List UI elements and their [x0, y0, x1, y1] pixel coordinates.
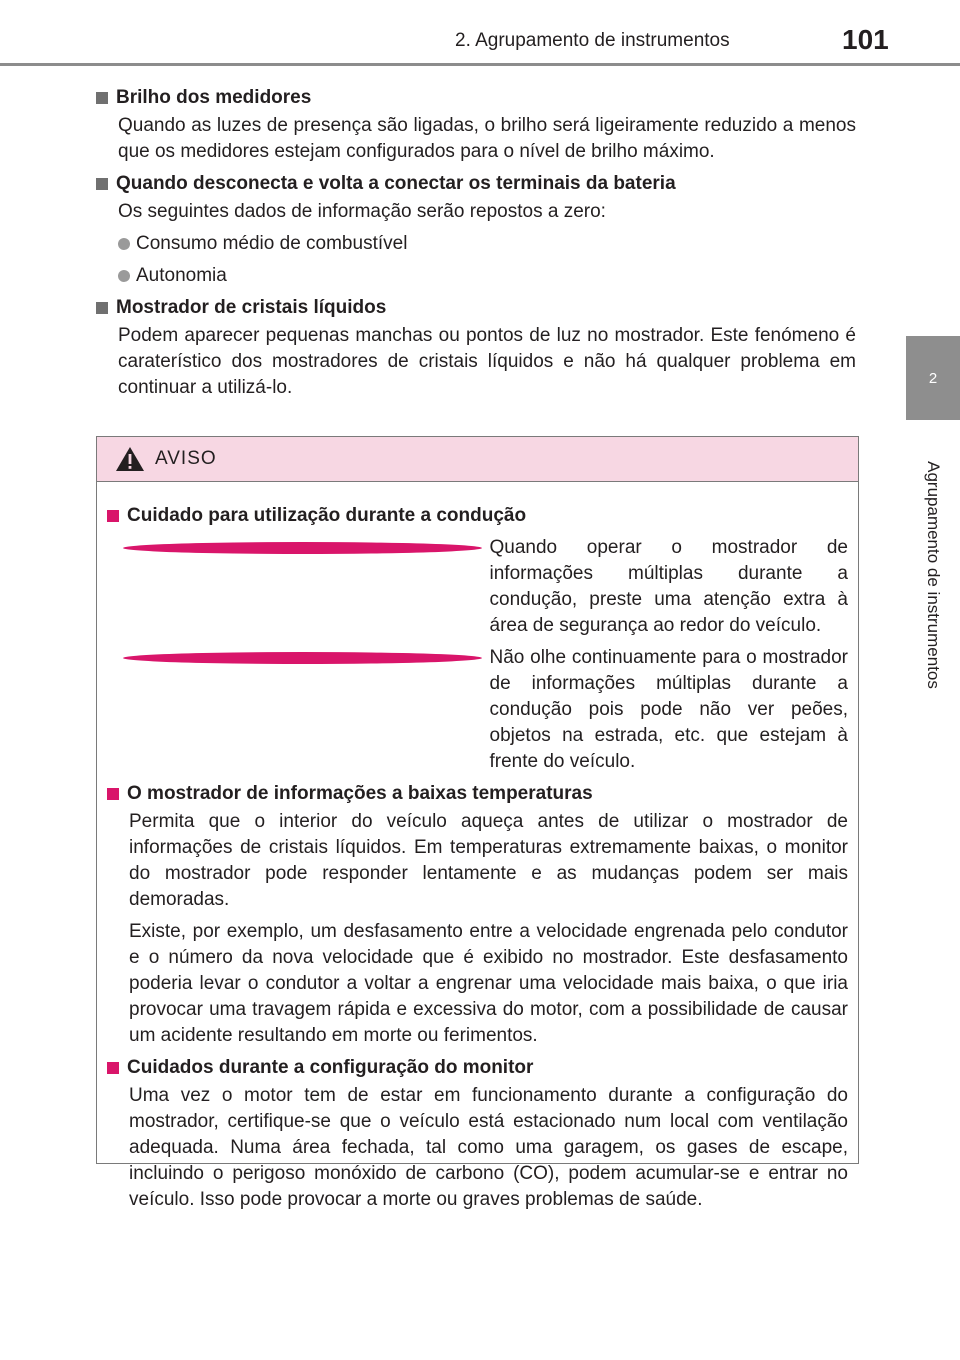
list-item-text: Consumo médio de combustível	[136, 233, 408, 254]
paragraph: Podem aparecer pequenas manchas ou pontos de luz no mostrador. Este fenómeno é caraterístico dos mostradores de cristais líquidos e não há qualquer problema em continuar a utilizá-lo.	[118, 325, 856, 398]
warning-box	[96, 436, 859, 1210]
header-rule	[0, 63, 960, 66]
square-bullet-icon	[107, 788, 119, 800]
chapter-tab	[906, 336, 960, 420]
square-bullet-icon	[107, 1062, 119, 1074]
list-item	[118, 263, 856, 289]
warning-section-heading-text: Cuidado para utilização durante a condução	[127, 505, 527, 526]
warning-section-heading-text: O mostrador de informações a baixas temperaturas	[127, 783, 593, 804]
square-bullet-icon	[107, 510, 119, 522]
warning-section-heading	[107, 1055, 848, 1081]
list-item-text: Autonomia	[136, 265, 227, 286]
chapter-tab-number: 2	[928, 369, 938, 387]
warning-paragraph: Uma vez o motor tem de estar em funcionamento durante a configuração do mostrador, certifique-se que o veículo está estacionado num local com ventilação adequada. Numa área fechada, tal como uma garagem, os gases de escape, incluindo o perigoso monóxido de carbono (CO), podem acumular-se e entrar no veículo. Isso pode provocar a morte ou graves problemas de saúde.	[129, 1085, 848, 1210]
warning-list-item	[123, 645, 848, 775]
square-bullet-icon	[96, 92, 108, 104]
section-heading	[96, 171, 856, 197]
warning-title: AVISO	[155, 448, 217, 469]
paragraph: Os seguintes dados de informação serão repostos a zero:	[118, 201, 606, 222]
warning-body	[97, 482, 858, 1213]
chapter-title: 2. Agrupamento de instrumentos	[455, 30, 730, 51]
square-bullet-icon	[96, 178, 108, 190]
warning-list-item-text: Quando operar o mostrador de informações múltiplas durante a condução, preste uma atenção extra à área de segurança ao redor do veículo.	[489, 537, 848, 636]
warning-list-item	[123, 535, 848, 639]
round-bullet-icon	[118, 270, 130, 282]
page-number: 101	[842, 24, 889, 55]
warning-section-heading	[107, 503, 848, 529]
main-content	[96, 80, 856, 401]
chapter-side-label	[906, 430, 960, 720]
section-heading-text: Quando desconecta e volta a conectar os terminais da bateria	[116, 173, 676, 194]
paragraph: Quando as luzes de presença são ligadas, o brilho será ligeiramente reduzido a menos que os medidores estejam configurados para o nível de brilho máximo.	[118, 115, 856, 162]
round-bullet-icon	[123, 542, 482, 554]
round-bullet-icon	[123, 652, 482, 664]
chapter-side-label-text: Agrupamento de instrumentos	[924, 461, 943, 689]
list-item	[118, 231, 856, 257]
warning-triangle-icon	[115, 446, 145, 472]
round-bullet-icon	[118, 238, 130, 250]
warning-header	[97, 437, 858, 482]
section-heading-text: Mostrador de cristais líquidos	[116, 297, 387, 318]
warning-paragraph: Permita que o interior do veículo aqueça antes de utilizar o mostrador de informações de cristais líquidos. Em temperaturas extremamente baixas, o monitor do mostrador pode responder lentamente e as mudanças podem ser mais demoradas.	[129, 811, 848, 910]
warning-section-heading-text: Cuidados durante a configuração do monitor	[127, 1057, 534, 1078]
square-bullet-icon	[96, 302, 108, 314]
warning-section-heading	[107, 781, 848, 807]
section-heading-text: Brilho dos medidores	[116, 87, 312, 108]
warning-list-item-text: Não olhe continuamente para o mostrador de informações múltiplas durante a condução pois pode não ver peões, objetos na estrada, etc. que estejam à frente do veículo.	[489, 647, 848, 772]
warning-paragraph: Existe, por exemplo, um desfasamento entre a velocidade engrenada pelo condutor e o número da nova velocidade que é exibido no mostrador. Este desfasamento poderia levar o condutor a voltar a engrenar uma velocidade mais baixa, o que iria provocar uma travagem rápida e excessiva do motor, com a possibilidade de causar um acidente resultando em morte ou ferimentos.	[129, 921, 848, 1046]
section-heading	[96, 85, 856, 111]
section-heading	[96, 295, 856, 321]
